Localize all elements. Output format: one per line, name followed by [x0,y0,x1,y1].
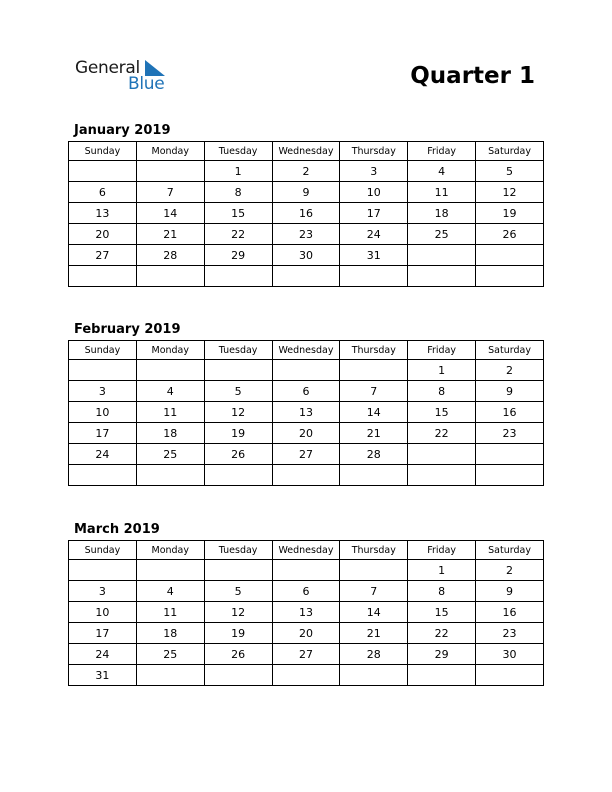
day-cell: 27 [272,644,340,665]
weekday-header: Friday [408,341,476,360]
day-cell: 14 [340,602,408,623]
day-cell [136,465,204,486]
day-cell [204,360,272,381]
day-cell [340,360,408,381]
weekday-header: Monday [136,341,204,360]
day-cell [340,665,408,686]
day-cell [340,266,408,287]
day-cell: 10 [340,182,408,203]
day-cell [272,266,340,287]
day-cell: 4 [136,581,204,602]
day-cell [69,161,137,182]
day-cell: 23 [272,224,340,245]
day-cell: 7 [340,381,408,402]
day-cell: 5 [204,381,272,402]
day-cell: 2 [476,360,544,381]
day-cell: 26 [476,224,544,245]
week-row [69,465,544,486]
weekday-header: Wednesday [272,341,340,360]
day-cell: 16 [476,602,544,623]
day-cell [136,665,204,686]
day-cell: 19 [476,203,544,224]
day-cell: 30 [272,245,340,266]
day-cell: 26 [204,644,272,665]
calendar-grid [68,340,544,486]
day-cell: 22 [408,423,476,444]
day-cell [408,245,476,266]
weekday-header: Saturday [476,142,544,161]
week-row [69,360,544,381]
day-cell [476,245,544,266]
day-cell: 25 [136,444,204,465]
day-cell: 22 [408,623,476,644]
week-row [69,581,544,602]
day-cell [69,465,137,486]
weekday-header-row [69,341,544,360]
day-cell: 18 [136,423,204,444]
day-cell: 4 [136,381,204,402]
day-cell: 28 [340,444,408,465]
day-cell: 26 [204,444,272,465]
month-calendar [68,320,544,486]
week-row [69,623,544,644]
day-cell: 31 [69,665,137,686]
weekday-header: Saturday [476,341,544,360]
week-row [69,444,544,465]
day-cell: 30 [476,644,544,665]
day-cell [204,665,272,686]
day-cell [69,266,137,287]
day-cell: 28 [136,245,204,266]
day-cell [408,266,476,287]
day-cell [272,560,340,581]
day-cell: 1 [408,360,476,381]
weekday-header: Sunday [69,142,137,161]
week-row [69,161,544,182]
weekday-header: Monday [136,142,204,161]
weekday-header: Thursday [340,541,408,560]
month-title: January 2019 [74,123,171,138]
day-cell: 5 [476,161,544,182]
page-title: Quarter 1 [410,63,535,89]
day-cell: 21 [340,423,408,444]
day-cell [204,560,272,581]
day-cell: 4 [408,161,476,182]
day-cell: 18 [408,203,476,224]
day-cell [272,465,340,486]
day-cell: 9 [476,381,544,402]
weekday-header: Saturday [476,541,544,560]
day-cell: 15 [204,203,272,224]
day-cell [408,465,476,486]
day-cell: 19 [204,623,272,644]
day-cell: 21 [136,224,204,245]
day-cell: 25 [408,224,476,245]
day-cell [136,560,204,581]
day-cell: 11 [408,182,476,203]
day-cell: 28 [340,644,408,665]
day-cell: 11 [136,402,204,423]
day-cell: 2 [476,560,544,581]
week-row [69,224,544,245]
day-cell: 24 [69,644,137,665]
week-row [69,602,544,623]
weekday-header: Tuesday [204,341,272,360]
day-cell: 13 [69,203,137,224]
day-cell: 1 [408,560,476,581]
day-cell: 20 [272,423,340,444]
weekday-header: Friday [408,142,476,161]
day-cell [340,560,408,581]
weekday-header-row [69,541,544,560]
day-cell: 1 [204,161,272,182]
day-cell: 22 [204,224,272,245]
day-cell: 15 [408,402,476,423]
calendar-grid [68,141,544,287]
week-row [69,423,544,444]
day-cell [408,444,476,465]
weekday-header: Thursday [340,142,408,161]
weekday-header: Tuesday [204,541,272,560]
day-cell: 16 [476,402,544,423]
weekday-header: Thursday [340,341,408,360]
day-cell: 29 [408,644,476,665]
day-cell [272,360,340,381]
day-cell: 23 [476,623,544,644]
day-cell [476,665,544,686]
week-row [69,203,544,224]
day-cell [340,465,408,486]
weekday-header: Monday [136,541,204,560]
month-calendar [68,520,544,686]
day-cell: 5 [204,581,272,602]
weekday-header: Wednesday [272,541,340,560]
day-cell [204,465,272,486]
week-row [69,644,544,665]
week-row [69,560,544,581]
day-cell: 9 [272,182,340,203]
month-calendar [68,121,544,287]
day-cell [136,266,204,287]
day-cell [136,360,204,381]
day-cell: 27 [272,444,340,465]
day-cell: 20 [272,623,340,644]
day-cell: 7 [340,581,408,602]
day-cell: 16 [272,203,340,224]
day-cell: 10 [69,402,137,423]
week-row [69,245,544,266]
day-cell: 2 [272,161,340,182]
day-cell [204,266,272,287]
day-cell [69,360,137,381]
day-cell: 21 [340,623,408,644]
day-cell: 31 [340,245,408,266]
day-cell: 6 [272,381,340,402]
logo-word-blue: Blue [128,74,165,94]
weekday-header: Sunday [69,541,137,560]
week-row [69,381,544,402]
day-cell: 27 [69,245,137,266]
weekday-header-row [69,142,544,161]
day-cell: 24 [69,444,137,465]
day-cell: 3 [340,161,408,182]
day-cell: 6 [272,581,340,602]
day-cell: 23 [476,423,544,444]
day-cell: 24 [340,224,408,245]
day-cell: 14 [340,402,408,423]
day-cell: 8 [408,581,476,602]
day-cell: 7 [136,182,204,203]
day-cell [69,560,137,581]
day-cell: 13 [272,602,340,623]
day-cell: 13 [272,402,340,423]
day-cell [476,465,544,486]
weekday-header: Sunday [69,341,137,360]
month-title: March 2019 [74,522,160,537]
day-cell: 6 [69,182,137,203]
day-cell: 29 [204,245,272,266]
weekday-header: Wednesday [272,142,340,161]
day-cell: 3 [69,581,137,602]
week-row [69,266,544,287]
day-cell: 12 [204,602,272,623]
day-cell [272,665,340,686]
week-row [69,182,544,203]
week-row [69,665,544,686]
day-cell: 11 [136,602,204,623]
day-cell: 12 [204,402,272,423]
day-cell: 18 [136,623,204,644]
day-cell: 3 [69,381,137,402]
day-cell: 17 [69,623,137,644]
day-cell: 8 [204,182,272,203]
day-cell [408,665,476,686]
week-row [69,402,544,423]
day-cell: 19 [204,423,272,444]
weekday-header: Friday [408,541,476,560]
day-cell: 9 [476,581,544,602]
weekday-header: Tuesday [204,142,272,161]
day-cell [476,444,544,465]
calendar-grid [68,540,544,686]
day-cell: 17 [69,423,137,444]
day-cell [476,266,544,287]
day-cell: 12 [476,182,544,203]
day-cell: 8 [408,381,476,402]
day-cell: 14 [136,203,204,224]
day-cell: 20 [69,224,137,245]
day-cell: 25 [136,644,204,665]
logo-word-general: General [75,58,140,78]
day-cell [136,161,204,182]
generalblue-logo [75,58,175,94]
month-title: February 2019 [74,322,181,337]
day-cell: 10 [69,602,137,623]
day-cell: 17 [340,203,408,224]
day-cell: 15 [408,602,476,623]
